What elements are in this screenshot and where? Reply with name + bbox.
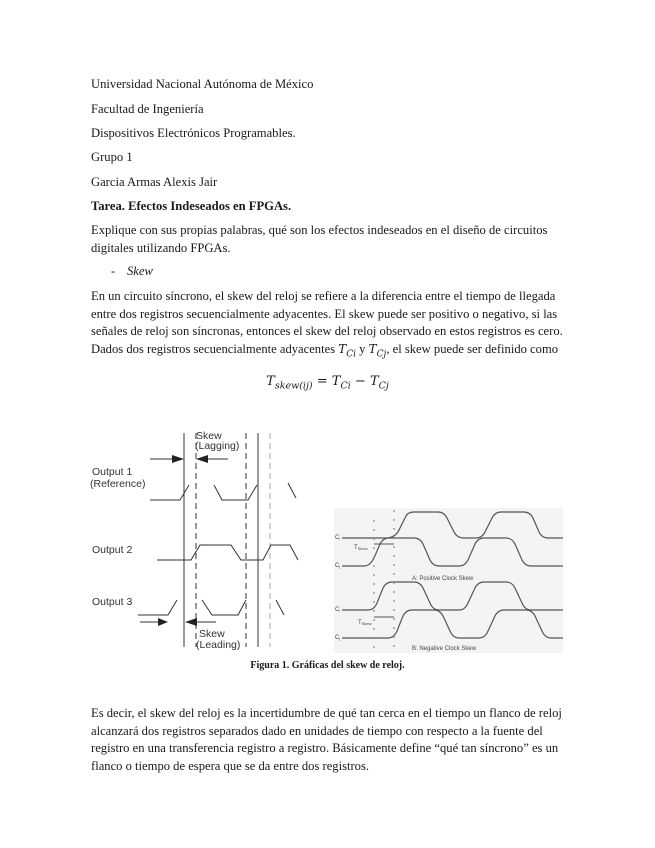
assignment-prompt: Explique con sus propias palabras, qué son los efectos indeseados en el diseño de circuitos digitales utilizando FPGAs.	[91, 223, 548, 255]
skew-leading-label-2: (Leading)	[196, 639, 241, 651]
author-name: Garcia Armas Alexis Jair	[91, 175, 218, 189]
negative-clock-skew-caption: B: Negative Clock Skew	[412, 646, 477, 652]
figure-skew-timing-diagram	[88, 425, 323, 655]
var-tcj: $T_{Cj}$	[368, 341, 387, 359]
figure-caption: Figura 1. Gráficas del skew de reloj.	[250, 660, 405, 671]
output1-label: Output 1	[92, 466, 133, 478]
ci-label-b: Ci	[335, 607, 341, 613]
course-name: Dispositivos Electrónicos Programables.	[91, 126, 296, 140]
output3-label: Output 3	[92, 596, 133, 608]
positive-clock-skew-caption: A: Positive Clock Skew	[412, 576, 474, 582]
faculty-name: Facultad de Ingeniería	[91, 102, 204, 116]
skew-lagging-label-2: (Lagging)	[195, 440, 240, 452]
university-name: Universidad Nacional Autónoma de México	[91, 77, 314, 91]
skew-explanation-paragraph: Es decir, el skew del reloj es la incertidumbre de qué tan cerca en el tiempo un flanco de reloj alcanzará dos registros separados dado en unidades de tiempo con respecto a la fuente del registro en una transferencia registro a registro. Básicamente define “qué tan síncrono” es un flanco o tiempo de espera que se da entre dos registros.	[91, 706, 562, 773]
skew-formula: $T_{skew(ij)} = T_{Ci} - T_{Cj}$	[266, 374, 389, 392]
tskew-label-b: TSkew	[358, 620, 372, 626]
cj-label-a: Cj	[335, 563, 341, 569]
cj-label-b: Cj	[335, 635, 341, 641]
bullet-label: Skew	[127, 264, 153, 278]
tskew-label-a: TSkew	[354, 545, 368, 551]
skew-definition-paragraph	[91, 288, 566, 363]
skew-lagging-label: Skew	[196, 430, 222, 442]
bullet-marker: -	[111, 264, 116, 278]
paragraph-text-after: , el skew puede ser definido como	[386, 341, 559, 356]
figure-clock-skew-waveforms	[334, 508, 563, 653]
assignment-title: Tarea. Efectos Indeseados en FPGAs.	[91, 199, 292, 213]
output1-ref-label: (Reference)	[90, 478, 146, 490]
output2-label: Output 2	[92, 544, 133, 556]
conjunction: y	[356, 341, 369, 356]
paragraph-text-before: En un circuito síncrono, el skew del reloj se refiere a la diferencia entre el tiempo de llegada entre dos registros secuencialmente adyacentes. El skew puede ser positivo o negativo, si las señales de reloj son síncronas, entonces el skew del reloj observado en estos registros es cero. Dados dos registros secuencialmente adyacentes	[91, 289, 563, 356]
bullet-skew	[91, 264, 153, 279]
group-label: Grupo 1	[91, 150, 133, 164]
ci-label-a: Ci	[335, 535, 341, 541]
var-tci: $T_{Ci}$	[338, 341, 357, 359]
skew-leading-label: Skew	[199, 628, 225, 640]
